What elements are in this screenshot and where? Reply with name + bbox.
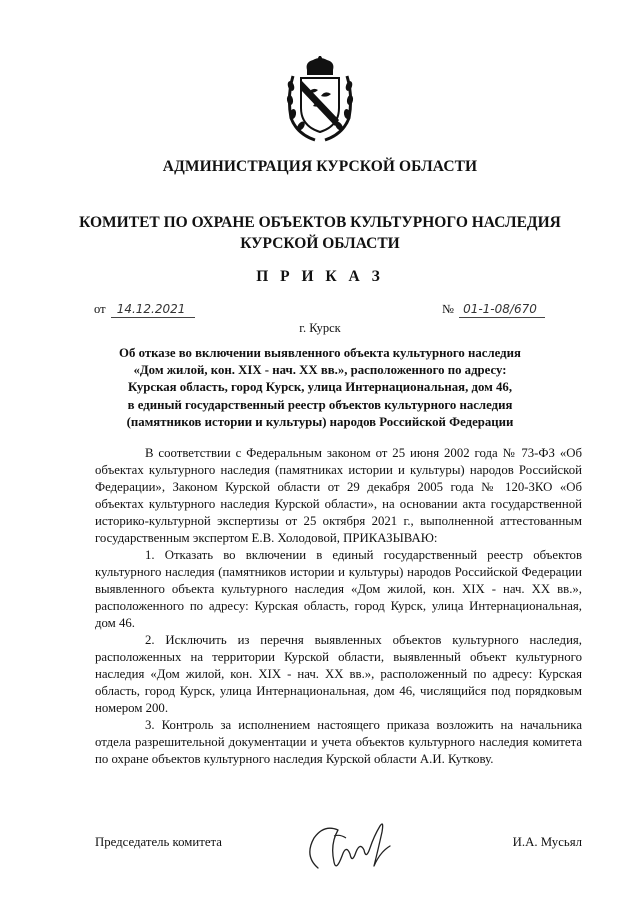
committee-title xyxy=(0,212,640,254)
administration-title: АДМИНИСТРАЦИЯ КУРСКОЙ ОБЛАСТИ xyxy=(162,158,478,175)
order-number xyxy=(442,302,545,318)
order-subject xyxy=(80,345,560,431)
signer-position: Председатель комитета xyxy=(95,835,222,849)
subject-line: в единый государственный реестр объектов культурного наследия xyxy=(127,397,513,412)
preamble-paragraph: В соответствии с Федеральным законом от 25 июня 2002 года № 73-ФЗ «Об объектах культурного наследия (памятниках истории и культуры) народов Российской Федерации», Законом Курской области от 29 декабря 2005 года № 120-ЗКО «Об объектах культурного наследия Курской области», на основании акта государственной историко-культурной экспертизы от 25 октября 2021 г., выполненной аттестованным государственным экспертом Е.В. Холодовой, ПРИКАЗЫВАЮ: xyxy=(95,446,582,545)
committee-title-line2: КУРСКОЙ ОБЛАСТИ xyxy=(240,235,400,252)
handwritten-signature-icon xyxy=(300,816,400,876)
order-item-2: 2. Исключить из перечня выявленных объектов культурного наследия, расположенных на территории Курской области, выявленный объект культурного наследия «Дом жилой, кон. XIX - нач. XX вв.», расположенный по адресу: Курская область, город Курск, улица Интернациональная, дом 46, числящийся под порядковым номером 200. xyxy=(95,633,582,715)
signature-block xyxy=(95,830,582,870)
date-value: 14.12.2021 xyxy=(111,302,196,318)
subject-line: Курская область, город Курск, улица Интернациональная, дом 46, xyxy=(127,380,513,395)
signer-name: И.А. Мусьял xyxy=(512,835,582,849)
committee-title-line1: КОМИТЕТ ПО ОХРАНЕ ОБЪЕКТОВ КУЛЬТУРНОГО НАСЛЕДИЯ xyxy=(79,214,561,231)
city: г. Курск xyxy=(299,321,341,335)
order-body xyxy=(95,445,582,768)
order-item-3: 3. Контроль за исполнением настоящего приказа возложить на начальника отдела разрешительной документации и учета объектов культурного наследия комитета по охране объектов культурного наследия Курской области А.И. Куткову. xyxy=(95,718,582,766)
number-prefix: № xyxy=(442,302,454,316)
subject-line: «Дом жилой, кон. XIX - нач. XX вв.», расположенного по адресу: xyxy=(133,363,507,378)
number-value: 01-1-08/670 xyxy=(459,302,545,318)
date-prefix: от xyxy=(94,302,106,316)
order-item-1: 1. Отказать во включении в единый государственный реестр объектов культурного наследия (памятников истории и культуры) народов Российской Федерации выявленного объекта культурного наследия «Дом жилой, кон. XIX - нач. XX вв.», расположенного по адресу: Курская область, город Курск, улица Интернациональная, дом 46. xyxy=(95,548,582,630)
subject-line: (памятников истории и культуры) народов Российской Федерации xyxy=(126,414,514,429)
order-date xyxy=(94,302,195,318)
document-type: П Р И К А З xyxy=(256,268,384,285)
subject-line: Об отказе во включении выявленного объекта культурного наследия xyxy=(119,346,521,360)
coat-of-arms-icon xyxy=(285,56,355,142)
